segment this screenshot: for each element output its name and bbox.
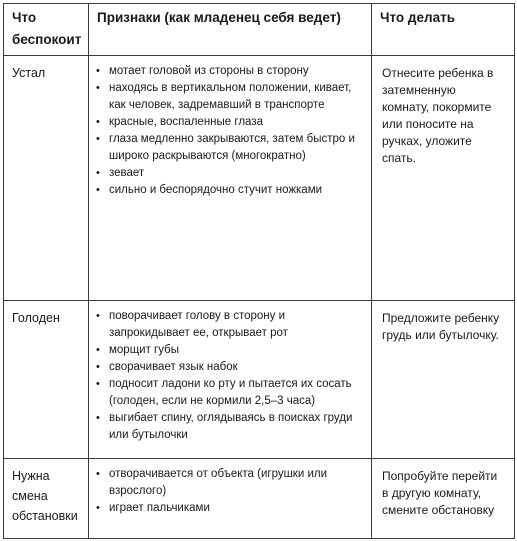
sign-item	[95, 410, 365, 444]
bullet-icon: •	[96, 116, 100, 128]
signs-list	[95, 63, 365, 199]
sign-item	[95, 466, 365, 500]
action-cell: Отнесите ребенка в затемненную комнату, покормите или поносите на ручках, уложите спать.	[372, 56, 515, 301]
sign-text: сильно и беспорядочно стучит ножками	[109, 184, 323, 196]
bullet-icon: •	[96, 412, 100, 424]
header-what-to-do: Что делать	[372, 4, 515, 56]
sign-item	[95, 359, 365, 376]
sign-text: зевает	[109, 167, 145, 179]
sign-text: красные, воспаленные глаза	[109, 116, 263, 128]
sign-text: мотает головой из стороны в сторону	[109, 65, 309, 77]
state-cell: Голоден	[4, 301, 89, 459]
sign-item	[95, 308, 365, 342]
signs-cell	[89, 56, 372, 301]
sign-text: отворачивается от объекта (игрушки или взрослого)	[109, 468, 328, 497]
bullet-icon: •	[96, 468, 100, 480]
state-cell: Устал	[4, 56, 89, 301]
action-cell: Предложите ребенку грудь или бутылочку.	[372, 301, 515, 459]
table-row	[4, 56, 515, 301]
sign-item	[95, 114, 365, 131]
sign-item	[95, 182, 365, 199]
bullet-icon: •	[96, 344, 100, 356]
bullet-icon: •	[96, 502, 100, 514]
action-cell: Попробуйте перейти в другую комнату, смените обстановку	[372, 459, 515, 539]
sign-text: выгибает спину, оглядываясь в поисках груди или бутылочки	[109, 412, 353, 441]
table-row	[4, 301, 515, 459]
sign-text: сворачивает язык набок	[109, 361, 238, 373]
baby-behavior-table	[3, 3, 515, 539]
sign-text: поворачивает голову в сторону и запрокидывает ее, открывает рот	[109, 310, 288, 339]
sign-item	[95, 165, 365, 182]
sign-item	[95, 342, 365, 359]
sign-text: морщит губы	[109, 344, 179, 356]
signs-cell	[89, 459, 372, 539]
signs-list	[95, 308, 365, 444]
sign-item	[95, 131, 365, 165]
bullet-icon: •	[96, 133, 100, 145]
sign-item	[95, 80, 365, 114]
state-cell: Нужна смена обстановки	[4, 459, 89, 539]
bullet-icon: •	[96, 65, 100, 77]
sign-item	[95, 63, 365, 80]
sign-text: находясь в вертикальном положении, кивает, как человек, задремавший в транспорте	[109, 82, 352, 111]
sign-text: подносит ладони ко рту и пытается их сосать (голоден, если не кормили 2,5–3 часа)	[109, 378, 352, 407]
sign-item	[95, 500, 365, 517]
sign-text: играет пальчиками	[109, 502, 210, 514]
table-header-row	[4, 4, 515, 56]
signs-cell	[89, 301, 372, 459]
sign-item	[95, 376, 365, 410]
header-what-bothers: Что беспокоит	[4, 4, 89, 56]
bullet-icon: •	[96, 378, 100, 390]
bullet-icon: •	[96, 361, 100, 373]
bullet-icon: •	[96, 184, 100, 196]
table-row	[4, 459, 515, 539]
bullet-icon: •	[96, 310, 100, 322]
bullet-icon: •	[96, 82, 100, 94]
header-signs: Признаки (как младенец себя ведет)	[89, 4, 372, 56]
signs-list	[95, 466, 365, 517]
sign-text: глаза медленно закрываются, затем быстро и широко раскрываются (многократно)	[109, 133, 355, 162]
bullet-icon: •	[96, 167, 100, 179]
